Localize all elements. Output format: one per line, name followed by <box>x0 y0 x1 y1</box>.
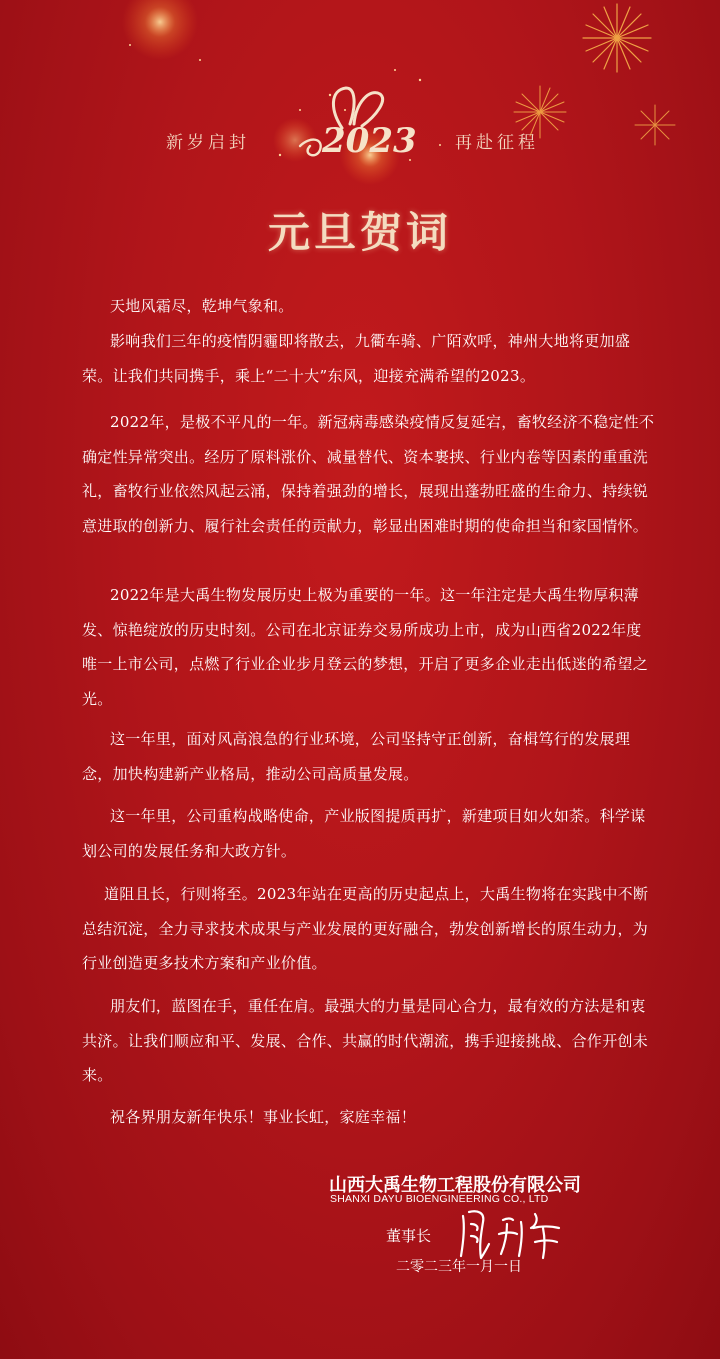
paragraph-pandemic: 影响我们三年的疫情阴霾即将散去，九衢车骑、广陌欢呼，神州大地将更加盛荣。让我们共同携手，乘上“二十大”东风，迎接充满希望的2023。 <box>82 332 631 385</box>
paragraph-2022-company: 2022年是大禹生物发展历史上极为重要的一年。这一年注定是大禹生物厚积薄发、惊艳绽放的历史时刻。公司在北京证券交易所成功上市，成为山西省2022年度唯一上市公司，点燃了行业企业步月登云的梦想，开启了更多企业走出低迷的希望之光。 <box>82 586 649 708</box>
page-title: 元旦贺词 <box>267 208 452 257</box>
paragraph-2022-industry: 2022年，是极不平凡的一年。新冠病毒感染疫情反复延宕，畜牧经济不稳定性不确定性异常突出。经历了原料涨价、减量替代、资本裹挟、行业内卷等因素的重重洗礼，畜牧行业依然风起云涌，保持着强劲的增长，展现出蓬勃旺盛的生命力、持续锐意进取的创新力、履行社会责任的贡献力，彰显出困难时期的使命担当和家国情怀。 <box>82 413 655 535</box>
paragraph-wishes: 祝各界朋友新年快乐！事业长虹，家庭幸福！ <box>110 1108 417 1126</box>
company-name-cn: 山西大禹生物工程股份有限公司 <box>329 1175 581 1196</box>
company-name-en: SHANXI DAYU BIOENGINEERING CO., LTD <box>330 1193 549 1205</box>
paragraph-environment: 这一年里，面对风高浪急的行业环境，公司坚持守正创新，奋楫笃行的发展理念，加快构建新产业格局，推动公司高质量发展。 <box>82 730 631 783</box>
handwritten-signature <box>455 1204 565 1262</box>
year-number: 2023 <box>322 121 417 161</box>
paragraph-strategy: 这一年里，公司重构战略使命，产业版图提质再扩，新建项目如火如荼。科学谋划公司的发展任务和大政方针。 <box>82 807 646 860</box>
paragraph-opening: 天地风霜尽，乾坤气象和。 <box>110 297 294 315</box>
paragraph-2023-outlook: 道阻且长，行则将至。2023年站在更高的历史起点上，大禹生物将在实践中不断总结沉淀，全力寻求技术成果与产业发展的更好融合，勃发创新增长的原生动力，为行业创造更多技术方案和产业价值。 <box>82 885 649 972</box>
rabbit-2023-logo <box>290 80 430 170</box>
chairman-label: 董事长 <box>386 1227 432 1245</box>
paragraph-friends: 朋友们，蓝图在手，重任在肩。最强大的力量是同心合力，最有效的方法是和衷共济。让我们顺应和平、发展、合作、共赢的时代潮流，携手迎接挑战、合作开创未来。 <box>82 997 649 1084</box>
slogan-right: 再赴征程 <box>455 133 539 153</box>
slogan-left: 新岁启封 <box>166 133 250 153</box>
signature-date: 二零二三年一月一日 <box>396 1259 522 1275</box>
